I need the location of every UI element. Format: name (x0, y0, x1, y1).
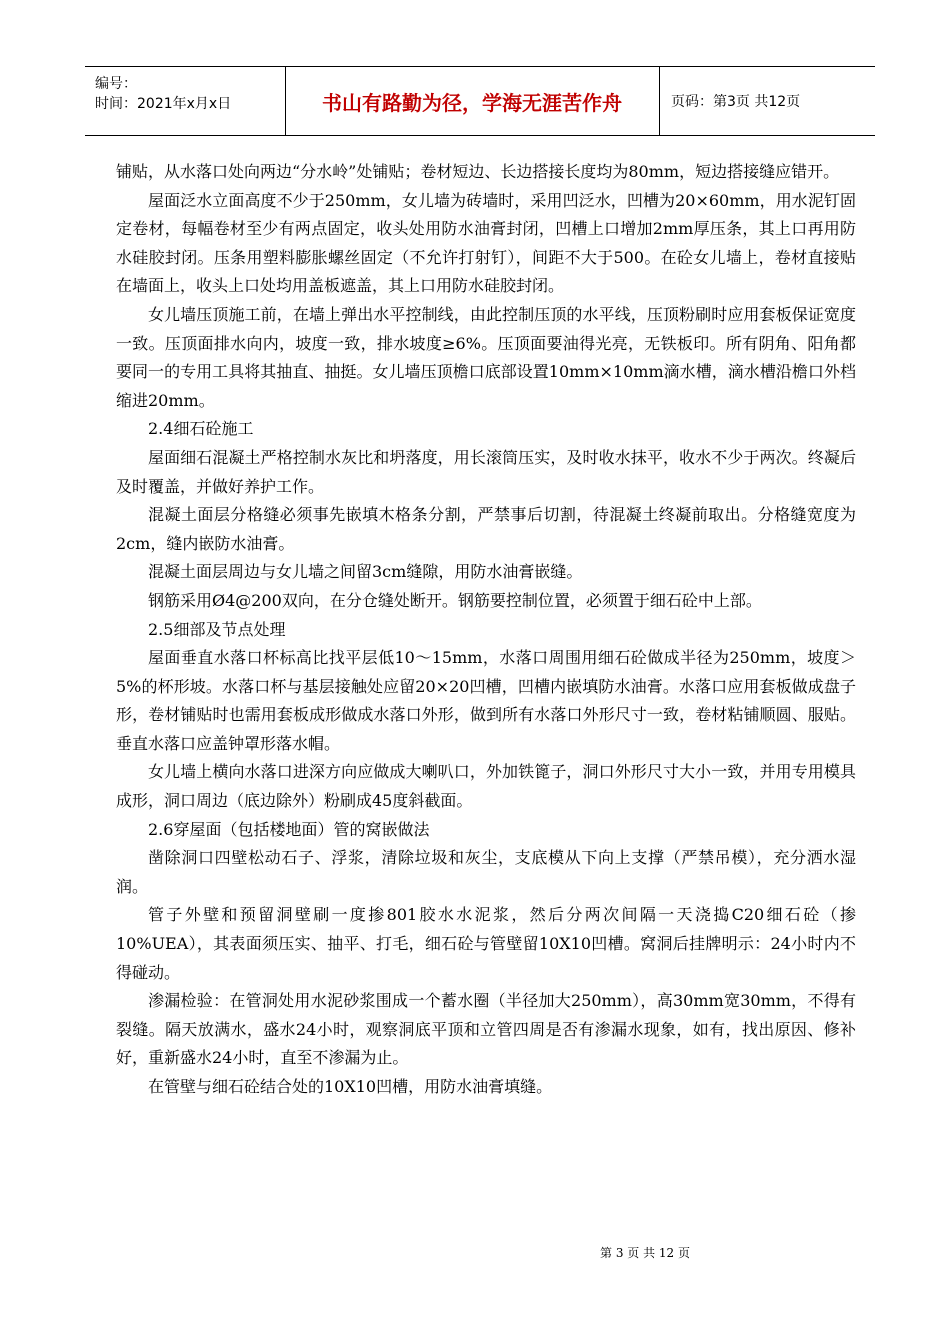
page-header (85, 66, 875, 136)
paragraph: 渗漏检验：在管洞处用水泥砂浆围成一个蓄水圈（半径加大250mm），高30mm宽30mm，不得有裂缝。隔天放满水，盛水24小时，观察洞底平顶和立管四周是否有渗漏水现象，如有，找出原因、修补好，重新盛水24小时，直至不渗漏为止。 (116, 991, 856, 1068)
header-page-number: 页码：第3页 共12页 (671, 94, 801, 110)
paragraph: 钢筋采用Ø4@200双向，在分仓缝处断开。钢筋要控制位置，必须置于细石砼中上部。 (148, 590, 762, 610)
paragraph: 凿除洞口四壁松动石子、浮浆，清除垃圾和灰尘，支底模从下向上支撑（严禁吊模），充分洒水湿润。 (116, 848, 856, 896)
document-body (116, 158, 856, 1102)
paragraph: 管子外壁和预留洞壁刷一度掺801胶水水泥浆，然后分两次间隔一天浇捣C20细石砼（掺10%UEA），其表面须压实、抽平、打毛，细石砼与管壁留10X10凹槽。窝洞后挂牌明示：24小时内不得碰动。 (116, 905, 856, 982)
paragraph: 女儿墙上横向水落口进深方向应做成大喇叭口，外加铁篦子，洞口外形尺寸大小一致，并用专用模具成形，洞口周边（底边除外）粉刷成45度斜截面。 (116, 762, 856, 811)
document-number-label: 编号： (95, 76, 137, 92)
paragraph: 屋面垂直水落口杯标高比找平层低10～15mm，水落口周围用细石砼做成半径为250mm，坡度＞5%的杯形坡。水落口杯与基层接触处应留20×20凹槽，凹槽内嵌填防水油膏。水落口应用套板做成盘子形，卷材铺贴时也需用套板成形做成水落口外形，做到所有水落口外形尺寸一致，卷材粘铺顺圆、服贴。垂直水落口应盖钟罩形落水帽。 (116, 648, 856, 753)
section-heading: 2.6穿屋面（包括楼地面）管的窝嵌做法 (148, 819, 430, 839)
header-motto: 书山有路勤为径，学海无涯苦作舟 (285, 67, 660, 135)
paragraph: 混凝土面层分格缝必须事先嵌填木格条分割，严禁事后切割，待混凝土终凝前取出。分格缝宽度为2cm，缝内嵌防水油膏。 (116, 505, 856, 553)
section-heading: 2.5细部及节点处理 (148, 619, 286, 639)
paragraph: 在管壁与细石砼结合处的10X10凹槽，用防水油膏填缝。 (148, 1077, 553, 1096)
paragraph: 女儿墙压顶施工前，在墙上弹出水平控制线，由此控制压顶的水平线，压顶粉刷时应用套板保证宽度一致。压顶面排水向内，坡度一致，排水坡度≥6%。压顶面要油得光亮，无铁板印。所有阴角、阳角都要同一的专用工具将其抽直、抽挺。女儿墙压顶檐口底部设置10mm×10mm滴水槽，滴水槽沿檐口外档缩进20mm。 (116, 304, 856, 410)
header-meta (85, 67, 286, 135)
paragraph: 混凝土面层周边与女儿墙之间留3cm缝隙，用防水油膏嵌缝。 (148, 562, 583, 582)
section-heading: 2.4细石砼施工 (148, 419, 254, 439)
page-footer: 第 3 页 共 12 页 (600, 1246, 690, 1260)
paragraph: 屋面泛水立面高度不少于250mm，女儿墙为砖墙时，采用凹泛水，凹槽为20×60mm，用水泥钉固定卷材，每幅卷材至少有两点固定，收头处用防水油膏封闭，凹槽上口增加2mm厚压条，其上口再用防水硅胶封闭。压条用塑料膨胀螺丝固定（不允许打射钉），间距不大于500。在砼女儿墙上，卷材直接贴在墙面上，收头上口处均用盖板遮盖，其上口用防水硅胶封闭。 (116, 190, 856, 296)
paragraph: 屋面细石混凝土严格控制水灰比和坍落度，用长滚筒压实，及时收水抹平，收水不少于两次。终凝后及时覆盖，并做好养护工作。 (116, 447, 856, 496)
document-time-label: 时间：2021年x月x日 (95, 96, 232, 112)
paragraph: 铺贴，从水落口处向两边“分水岭”处铺贴；卷材短边、长边搭接长度均为80mm，短边搭接缝应错开。 (116, 162, 840, 181)
